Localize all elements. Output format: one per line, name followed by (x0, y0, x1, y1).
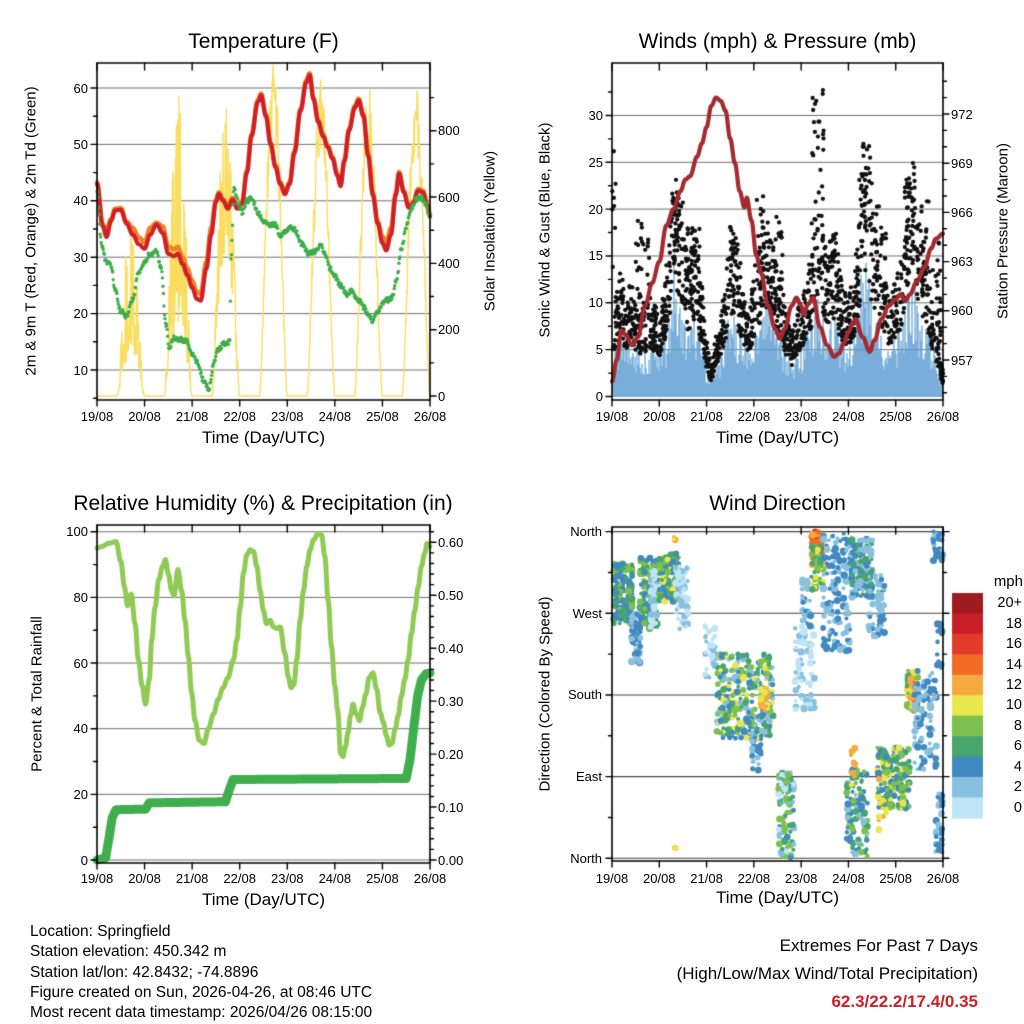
pressure-ytick-972: 972 (951, 106, 973, 122)
winds-pressure-chart-title: Winds (mph) & Pressure (mb) (638, 30, 917, 53)
station-info-block (30, 922, 372, 1023)
solar-ytick-0: 0 (438, 388, 446, 404)
solar-ytick-800: 800 (438, 123, 460, 139)
dir-ytick-0-north: North (570, 524, 602, 540)
wind-ytick-10: 10 (588, 295, 603, 311)
solar-ytick-600: 600 (438, 189, 460, 205)
extremes-values: 62.3/22.2/17.4/0.35 (831, 992, 978, 1011)
pressure-ytick-966: 966 (951, 204, 973, 220)
direction-yaxis-left-label: Direction (Colored By Speed) (536, 596, 554, 792)
rh-xtick-5: 24/08 (318, 871, 352, 886)
colorbar-label-14: 14 (1005, 656, 1022, 673)
dir-ytick-3-east: East (575, 769, 602, 785)
extremes-subtitle: (High/Low/Max Wind/Total Precipitation) (676, 964, 978, 983)
dir-xtick-2: 21/08 (690, 871, 723, 886)
rh-xtick-1: 20/08 (128, 871, 161, 886)
rh-xtick-6: 25/08 (366, 871, 399, 886)
wind-xtick-1: 20/08 (643, 409, 676, 424)
colorbar-label-12: 12 (1005, 677, 1022, 694)
precip-ytick-0.20: 0.20 (438, 746, 464, 762)
rh-ytick-40: 40 (73, 721, 88, 737)
wind-direction-chart-title: Wind Direction (709, 492, 846, 515)
temp-xtick-0: 19/08 (80, 409, 114, 424)
rh-ytick-60: 60 (73, 655, 88, 671)
temp-ytick-50: 50 (73, 136, 88, 152)
colorbar-label-0: 0 (1013, 799, 1022, 816)
dir-ytick-4-north: North (570, 850, 602, 866)
station-location: Location: Springfield (30, 923, 171, 940)
dir-ytick-1-west: West (572, 605, 602, 621)
temp-ytick-60: 60 (73, 80, 88, 96)
colorbar-label-10: 10 (1005, 697, 1022, 714)
colorbar-label-18: 18 (1005, 615, 1022, 632)
colorbar-title: mph (993, 573, 1023, 590)
temperature-yaxis-left-label: 2m & 9m T (Red, Orange) & 2m Td (Green) (22, 86, 40, 376)
station-elevation: Station elevation: 450.342 m (30, 943, 227, 961)
humidity-yaxis-left-label: Percent & Total Rainfall (28, 616, 46, 772)
humidity-precip-chart-title: Relative Humidity (%) & Precipitation (in) (73, 492, 453, 515)
dir-xtick-6: 25/08 (879, 871, 912, 886)
precip-ytick-0.30: 0.30 (438, 693, 464, 709)
pressure-ytick-969: 969 (951, 155, 973, 171)
wind-xtick-6: 25/08 (879, 409, 912, 424)
solar-ytick-400: 400 (438, 255, 460, 271)
temperature-chart-title: Temperature (F) (188, 30, 339, 53)
temperature-xaxis-label: Time (Day/UTC) (201, 428, 326, 447)
temp-ytick-10: 10 (73, 362, 88, 378)
humidity-xaxis-label: Time (Day/UTC) (201, 890, 326, 909)
rh-xtick-4: 23/08 (271, 871, 304, 886)
pressure-yaxis-right-label: Station Pressure (Maroon) (994, 143, 1012, 319)
temp-xtick-7: 26/08 (413, 409, 447, 424)
colorbar-label-8: 8 (1013, 717, 1022, 734)
colorbar-label-6: 6 (1013, 738, 1022, 755)
dir-ytick-2-south: South (568, 687, 602, 703)
wind-xtick-5: 24/08 (832, 409, 865, 424)
wind-xtick-0: 19/08 (595, 409, 629, 424)
recent-data-timestamp: Most recent data timestamp: 2026/04/26 08:15:00 (30, 1004, 373, 1022)
dir-xtick-7: 26/08 (926, 871, 960, 886)
wind-xtick-4: 23/08 (784, 409, 818, 424)
pressure-ytick-960: 960 (951, 303, 973, 319)
temp-ytick-20: 20 (73, 306, 88, 322)
temp-xtick-5: 24/08 (318, 409, 352, 424)
wind-ytick-5: 5 (595, 342, 603, 358)
precip-ytick-0.40: 0.40 (438, 640, 464, 656)
wind-ytick-15: 15 (588, 248, 603, 264)
temp-ytick-40: 40 (73, 193, 88, 209)
wind-ytick-25: 25 (588, 154, 603, 170)
wind-direction-xaxis-label: Time (Day/UTC) (715, 888, 840, 907)
dir-xtick-4: 23/08 (784, 871, 818, 886)
winds-xaxis-label: Time (Day/UTC) (715, 428, 840, 447)
rh-xtick-3: 22/08 (223, 871, 256, 886)
precip-ytick-0.00: 0.00 (438, 852, 464, 868)
rh-xtick-2: 21/08 (175, 871, 209, 886)
rh-xtick-7: 26/08 (413, 871, 447, 886)
wind-ytick-0: 0 (595, 389, 603, 404)
temp-xtick-6: 25/08 (366, 409, 399, 424)
precip-ytick-0.60: 0.60 (438, 534, 464, 550)
colorbar-label-2: 2 (1013, 779, 1022, 796)
station-latlon: Station lat/lon: 42.8432; -74.8896 (30, 963, 259, 981)
temp-xtick-3: 22/08 (223, 409, 256, 424)
colorbar-label-20+: 20+ (997, 595, 1022, 612)
rh-ytick-0: 0 (80, 852, 88, 868)
precip-ytick-0.10: 0.10 (438, 799, 464, 815)
colorbar-label-4: 4 (1013, 758, 1022, 775)
rh-xtick-0: 19/08 (80, 871, 114, 886)
colorbar-label-16: 16 (1005, 636, 1022, 653)
pressure-ytick-957: 957 (951, 352, 973, 368)
temp-xtick-4: 23/08 (271, 409, 304, 424)
precip-ytick-0.50: 0.50 (438, 587, 464, 603)
wind-xtick-7: 26/08 (926, 409, 960, 424)
extremes-block (600, 932, 978, 1016)
dir-xtick-1: 20/08 (643, 871, 676, 886)
solar-ytick-200: 200 (438, 322, 460, 338)
wind-yaxis-left-label: Sonic Wind & Gust (Blue, Black) (536, 122, 554, 338)
dir-xtick-3: 22/08 (737, 871, 771, 886)
rh-ytick-20: 20 (73, 786, 88, 802)
temp-xtick-2: 21/08 (175, 409, 209, 424)
figure-created-timestamp: Figure created on Sun, 2026-04-26, at 08:46 UTC (30, 983, 373, 1001)
wind-xtick-2: 21/08 (690, 409, 723, 424)
pressure-ytick-963: 963 (951, 254, 973, 270)
extremes-title: Extremes For Past 7 Days (779, 936, 978, 955)
wind-ytick-20: 20 (588, 201, 603, 217)
dir-xtick-5: 24/08 (832, 871, 865, 886)
rh-ytick-80: 80 (73, 589, 88, 605)
dir-xtick-0: 19/08 (595, 871, 629, 886)
solar-yaxis-right-label: Solar Insolation (Yellow) (481, 150, 499, 312)
temp-xtick-1: 20/08 (128, 409, 161, 424)
rh-ytick-100: 100 (66, 524, 88, 540)
wind-xtick-3: 22/08 (737, 409, 771, 424)
wind-ytick-30: 30 (588, 107, 603, 123)
temp-ytick-30: 30 (73, 249, 88, 265)
